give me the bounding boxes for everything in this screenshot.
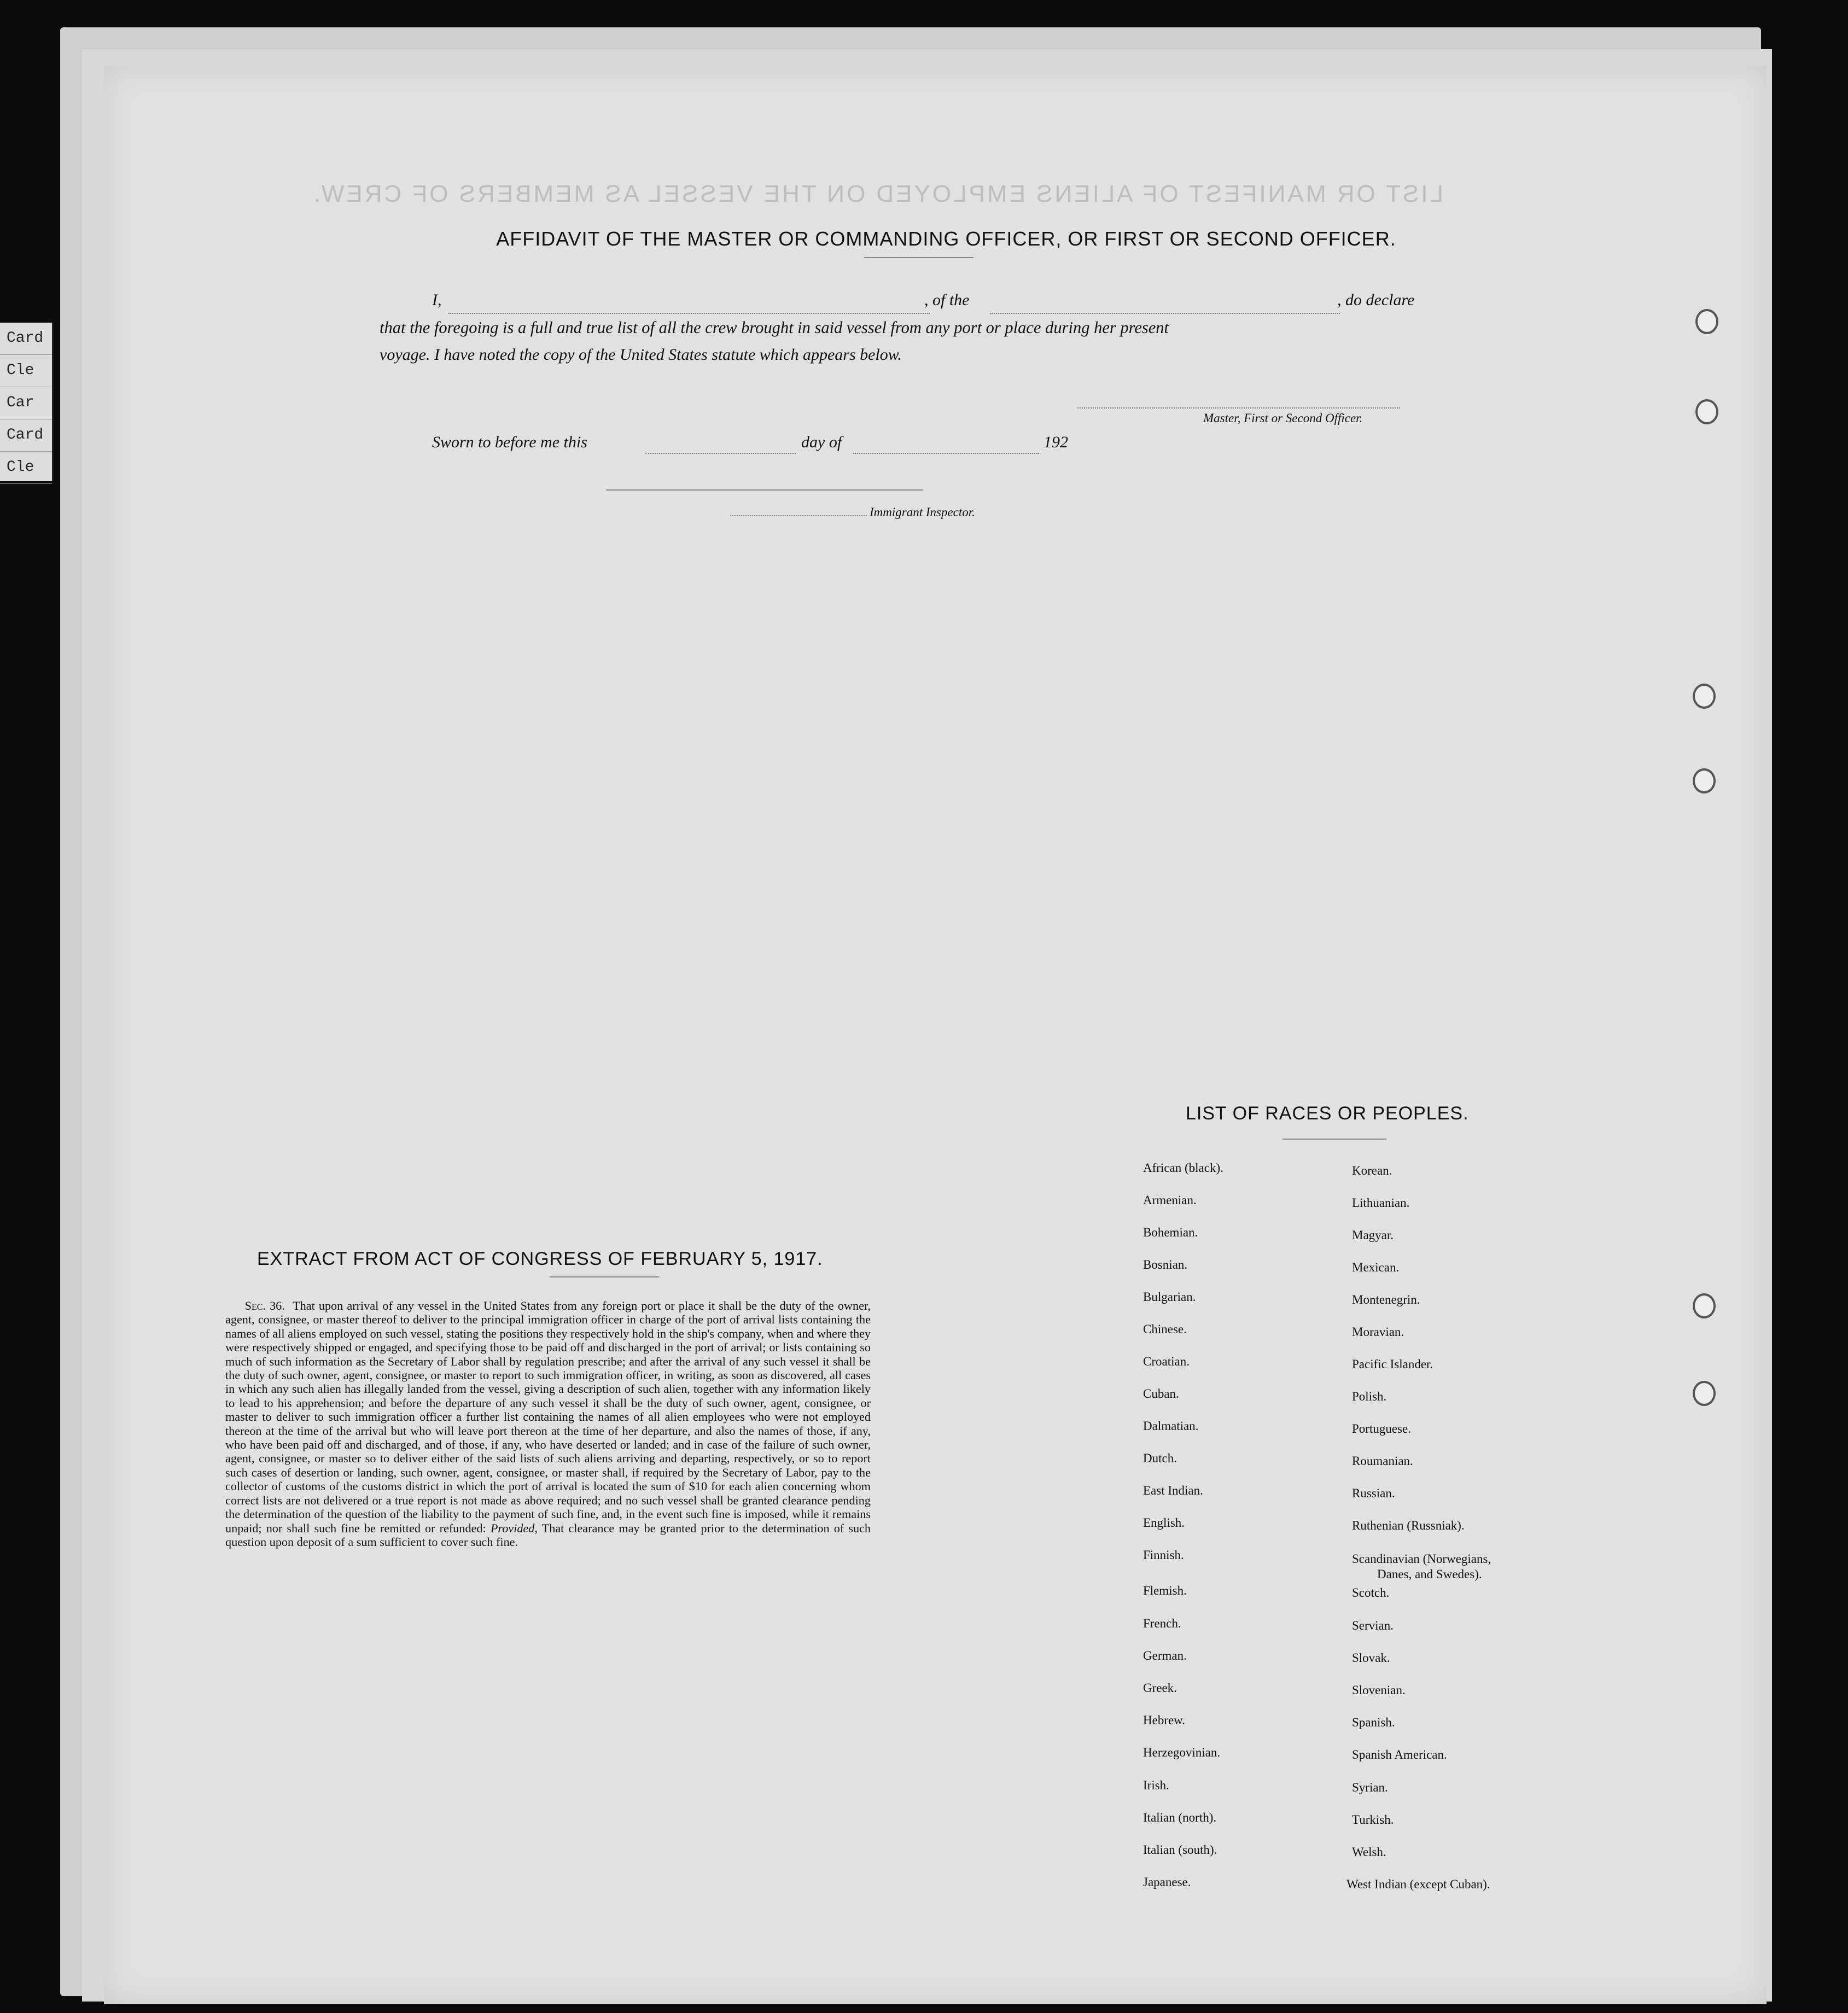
race-item: Montenegrin. <box>1352 1293 1420 1306</box>
side-card-label: Car <box>0 387 52 419</box>
punch-hole <box>1693 1293 1716 1318</box>
name-field[interactable] <box>448 313 930 314</box>
bleed-through-heading: LIST OR MANIFEST OF ALIENS EMPLOYED ON THE VESSEL AS MEMBERS OF CREW. <box>312 180 1444 207</box>
race-item: Italian (south). <box>1143 1843 1217 1857</box>
section-text-tail: That clearance may be granted prior to the determination of such question upon deposit of a sum sufficient to cover such fine. <box>225 1521 871 1549</box>
race-item: Servian. <box>1352 1619 1394 1632</box>
race-item: Italian (north). <box>1143 1811 1217 1824</box>
race-item: Cuban. <box>1143 1387 1179 1401</box>
race-item: Bosnian. <box>1143 1258 1188 1271</box>
provided-word: Provided, <box>490 1521 538 1535</box>
vessel-field[interactable] <box>990 313 1340 314</box>
side-card-strip <box>0 323 54 481</box>
race-item: Chinese. <box>1143 1322 1187 1336</box>
affidavit-line-2: that the foregoing is a full and true list of all the crew brought in said vessel from any port or place during her present <box>380 318 1169 337</box>
year-label: 192 <box>1043 433 1068 451</box>
race-item: Portuguese. <box>1352 1422 1411 1436</box>
race-item: English. <box>1143 1516 1185 1530</box>
inspector-signature-line[interactable] <box>730 515 867 516</box>
document-page <box>104 66 1767 2004</box>
races-title-rule <box>1282 1139 1386 1140</box>
race-item: Magyar. <box>1352 1228 1394 1242</box>
extract-body <box>225 1299 871 1549</box>
race-item: French. <box>1143 1617 1181 1630</box>
race-item: Moravian. <box>1352 1325 1404 1339</box>
race-item: Bulgarian. <box>1143 1290 1196 1304</box>
race-item: Japanese. <box>1143 1875 1191 1889</box>
master-signature-line[interactable] <box>1077 407 1400 409</box>
side-card-label: Card <box>0 323 52 355</box>
race-item: Spanish American. <box>1352 1748 1447 1761</box>
race-item: African (black). <box>1143 1161 1223 1175</box>
master-signature-caption: Master, First or Second Officer. <box>1203 411 1363 425</box>
sworn-month-field[interactable] <box>853 453 1039 454</box>
race-item: Welsh. <box>1352 1845 1386 1859</box>
affidavit-title: AFFIDAVIT OF THE MASTER OR COMMANDING OFFICER, OR FIRST OR SECOND OFFICER. <box>496 227 1396 250</box>
inspector-caption: Immigrant Inspector. <box>870 505 975 519</box>
race-item: Scandinavian (Norwegians, <box>1352 1552 1491 1566</box>
race-item: Irish. <box>1143 1778 1169 1792</box>
side-card-label: Cle <box>0 452 52 484</box>
race-item: Dalmatian. <box>1143 1419 1199 1433</box>
do-declare-label: , do declare <box>1337 291 1415 309</box>
race-item: Bohemian. <box>1143 1226 1198 1239</box>
race-item: Scotch. <box>1352 1586 1390 1600</box>
race-item: Herzegovinian. <box>1143 1746 1221 1759</box>
race-item: Croatian. <box>1143 1355 1190 1368</box>
extract-title-rule <box>550 1276 659 1277</box>
side-card-label: Card <box>0 419 52 452</box>
race-item: Roumanian. <box>1352 1454 1413 1468</box>
day-of-label: day of <box>801 433 842 451</box>
punch-hole <box>1693 1381 1716 1406</box>
race-item: Ruthenian (Russniak). <box>1352 1519 1465 1532</box>
race-item: Flemish. <box>1143 1584 1187 1597</box>
punch-hole <box>1695 309 1718 334</box>
race-item: Korean. <box>1352 1164 1392 1177</box>
race-item: Spanish. <box>1352 1716 1395 1729</box>
race-item: Turkish. <box>1352 1813 1394 1827</box>
race-item: Slovak. <box>1352 1651 1390 1665</box>
race-item: Mexican. <box>1352 1261 1400 1274</box>
race-item: Russian. <box>1352 1486 1395 1500</box>
affidavit-i-label: I, <box>432 291 442 309</box>
race-item: Danes, and Swedes). <box>1377 1567 1482 1581</box>
race-item: Finnish. <box>1143 1548 1184 1562</box>
side-card-label: Cle <box>0 355 52 387</box>
title-rule <box>864 257 973 258</box>
sworn-day-field[interactable] <box>645 453 796 454</box>
punch-hole <box>1693 768 1716 793</box>
race-item: Armenian. <box>1143 1193 1197 1207</box>
section-number: Sec. 36. <box>244 1299 285 1312</box>
race-item: Slovenian. <box>1352 1683 1406 1697</box>
sworn-label: Sworn to before me this <box>432 433 587 451</box>
race-item: Greek. <box>1143 1681 1177 1695</box>
section-text: That upon arrival of any vessel in the United States from any foreign port or place it shall be the duty of the owner, agent, consignee, or master thereof to deliver to the principal immigration officer in charge of the port of arrival lists containing the names of all aliens employed on such vessel, stating the positions they respectively hold in the ship's company, when and where they were respectively shipped or engaged, and specifying those to be paid off and discharged in the port of arrival; or lists containing so much of such information as the Secretary of Labor shall by regulation prescribe; and after the arrival of any such vessel it shall be the duty of such owner, agent, consignee, or master to report to such immigration officer, in writing, as soon as discovered, all cases in which any such alien has illegally landed from the vessel, giving a description of such alien, together with any information likely to lead to his apprehension; and before the departure of any such vessel it shall be the duty of such owner, agent, consignee, or master to deliver to such immigration officer a further list containing the names of all alien employees who were not employed thereon at the time of the arrival but who will leave port thereon at the time of her departure, and also the names of those, if any, who have been paid off and discharged, and of those, if any, who have deserted or landed; and in case of the failure of such owner, agent, consignee, or master so to deliver either of the said lists of such aliens arriving and departing, respectively, or so to report such cases of desertion or landing, such owner, agent, consignee, or master shall, if required by the Secretary of Labor, pay to the collector of customs of the customs district in which the port of arrival is located the sum of $10 for each alien concerning whom correct lists are not delivered or a true report is not made as above required; and no such vessel shall be granted clearance pending the determination of the question of the liability to the payment of such fine, and, in the event such fine is imposed, while it remains unpaid; nor shall such fine be remitted or refunded: <box>225 1299 871 1535</box>
races-title: LIST OF RACES OR PEOPLES. <box>1186 1103 1469 1124</box>
punch-hole <box>1695 399 1718 424</box>
race-item: West Indian (except Cuban). <box>1346 1877 1490 1891</box>
race-item: Polish. <box>1352 1390 1387 1403</box>
race-item: East Indian. <box>1143 1484 1203 1497</box>
race-item: Pacific Islander. <box>1352 1357 1433 1371</box>
punch-hole <box>1693 684 1716 709</box>
race-item: Dutch. <box>1143 1451 1177 1465</box>
affidavit-line-3: voyage. I have noted the copy of the United States statute which appears below. <box>380 346 902 364</box>
inspector-rule <box>606 489 923 491</box>
race-item: Lithuanian. <box>1352 1196 1410 1210</box>
race-item: Hebrew. <box>1143 1713 1186 1727</box>
of-the-label: , of the <box>924 291 970 309</box>
race-item: Syrian. <box>1352 1781 1388 1794</box>
race-item: German. <box>1143 1649 1187 1662</box>
extract-title: EXTRACT FROM ACT OF CONGRESS OF FEBRUARY 5, 1917. <box>257 1248 823 1269</box>
